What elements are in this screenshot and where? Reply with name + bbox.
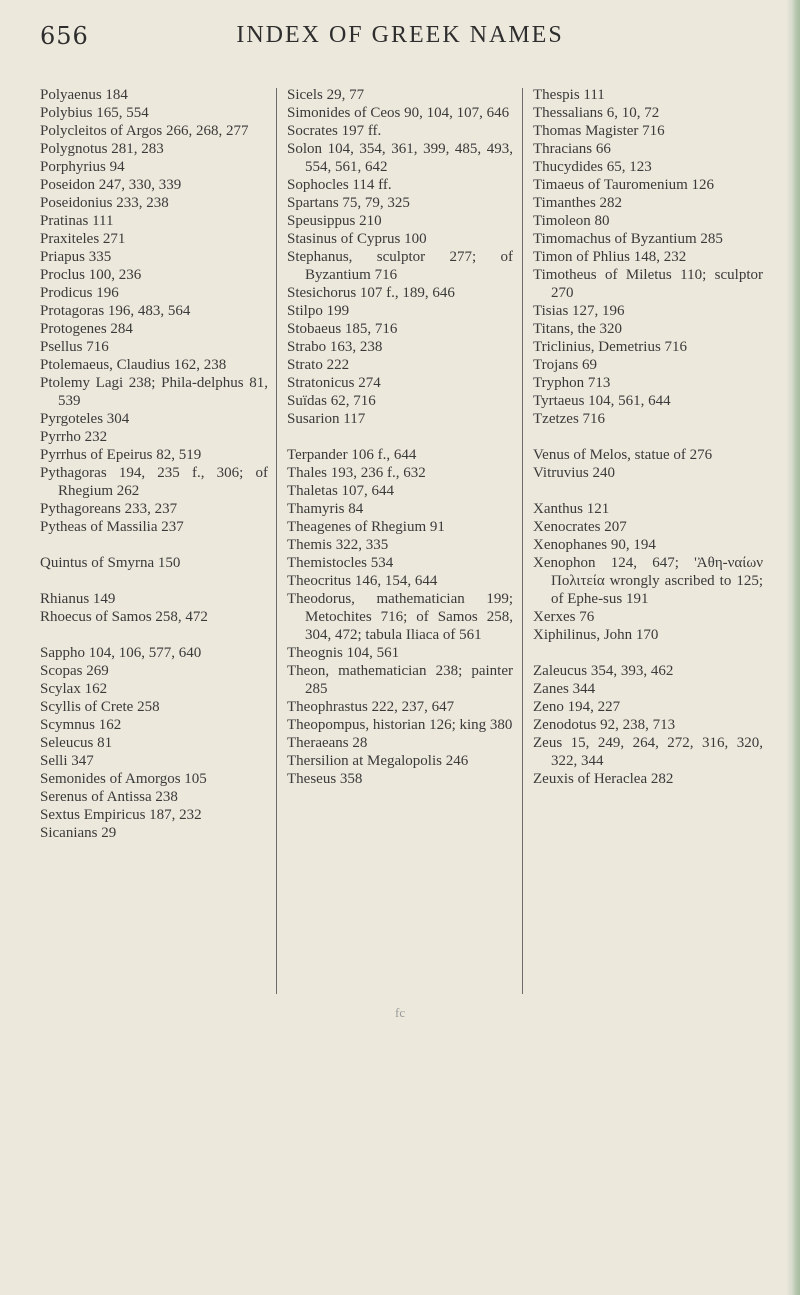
index-entry: Timanthes 282 [533,195,623,211]
index-entry: Trojans 69 [533,357,598,373]
index-entry: Xenocrates 207 [533,519,627,535]
index-entry: Suïdas 62, 716 [287,393,376,409]
section-gap [533,482,763,500]
index-entry: Sextus Empiricus 187, 232 [40,807,202,823]
index-entry: Venus of Melos, statue of 276 [533,447,713,463]
index-entry: Theon, mathematician 238; painter 285 [287,663,513,697]
index-entry: Pythagoras 194, 235 f., 306; of Rhegium 262 [40,465,268,499]
index-entry: Zeus 15, 249, 264, 272, 316, 320, 322, 344 [533,735,763,769]
index-entry: Stasinus of Cyprus 100 [287,231,427,247]
section-gap [287,428,513,446]
index-entry: Porphyrius 94 [40,159,125,175]
index-entry: Thucydides 65, 123 [533,159,652,175]
index-entry: Xenophanes 90, 194 [533,537,656,553]
index-entry: Pyrrho 232 [40,429,108,445]
index-entry: Theopompus, historian 126; king 380 [287,717,513,733]
page-number: 656 [40,22,89,50]
index-entry: Poseidonius 233, 238 [40,195,169,211]
index-entry: Zenodotus 92, 238, 713 [533,717,676,733]
index-entry: Polyaenus 184 [40,87,128,103]
index-entry: Tisias 127, 196 [533,303,625,319]
page-header [40,22,760,62]
index-entry: Ptolemaeus, Claudius 162, 238 [40,357,227,373]
index-entry: Semonides of Amorgos 105 [40,771,207,787]
index-entry: Quintus of Smyrna 150 [40,555,181,571]
index-entry: Rhoecus of Samos 258, 472 [40,609,208,625]
index-entry: Praxiteles 271 [40,231,126,247]
index-entry: Thales 193, 236 f., 632 [287,465,426,481]
index-entry: Solon 104, 354, 361, 399, 485, 493, 554, 561, 642 [287,141,513,175]
index-entry: Psellus 716 [40,339,109,355]
section-gap [40,536,268,554]
index-entry: Xanthus 121 [533,501,610,517]
index-entry: Tryphon 713 [533,375,611,391]
index-entry: Pyrgoteles 304 [40,411,130,427]
index-entry: Rhianus 149 [40,591,116,607]
footer-mark: fc [395,1005,406,1020]
index-entry: Xiphilinus, John 170 [533,627,659,643]
index-entry: Theseus 358 [287,771,363,787]
index-entry: Susarion 117 [287,411,366,427]
index-entry: Timaeus of Tauromenium 126 [533,177,715,193]
index-entry: Theodorus, mathematician 199; Metochites 716; of Samos 258, 304, 472; tabula Iliaca of 561 [287,591,513,643]
index-entry: Scymnus 162 [40,717,122,733]
index-entry: Theocritus 146, 154, 644 [287,573,438,589]
index-entry: Zanes 344 [533,681,596,697]
index-entry: Pytheas of Massilia 237 [40,519,184,535]
index-entry: Pratinas 111 [40,213,114,229]
index-entry: Zaleucus 354, 393, 462 [533,663,674,679]
index-entry: Spartans 75, 79, 325 [287,195,410,211]
index-entry: Tzetzes 716 [533,411,606,427]
column-rule [522,88,523,994]
index-entry: Sicels 29, 77 [287,87,365,103]
index-entry: Theognis 104, 561 [287,645,400,661]
index-entry: Stephanus, sculptor 277; of Byzantium 716 [287,249,513,283]
index-entry: Polygnotus 281, 283 [40,141,164,157]
index-entry: Tyrtaeus 104, 561, 644 [533,393,671,409]
section-gap [533,428,763,446]
index-entry: Strato 222 [287,357,350,373]
index-column-1 [40,86,268,842]
index-entry: Strabo 163, 238 [287,339,383,355]
index-entry: Scopas 269 [40,663,109,679]
index-entry: Prodicus 196 [40,285,119,301]
index-entry: Theagenes of Rhegium 91 [287,519,445,535]
index-entry: Priapus 335 [40,249,112,265]
index-entry: Timoleon 80 [533,213,610,229]
index-entry: Speusippus 210 [287,213,382,229]
index-entry: Sappho 104, 106, 577, 640 [40,645,202,661]
index-entry: Pythagoreans 233, 237 [40,501,178,517]
index-entry: Scylax 162 [40,681,108,697]
index-entry: Seleucus 81 [40,735,113,751]
index-entry: Pyrrhus of Epeirus 82, 519 [40,447,202,463]
running-title: INDEX OF GREEK NAMES [236,22,564,48]
index-entry: Thomas Magister 716 [533,123,665,139]
index-entry: Sicanians 29 [40,825,117,841]
index-entry: Zeno 194, 227 [533,699,621,715]
index-entry: Theraeans 28 [287,735,368,751]
index-entry: Thersilion at Megalopolis 246 [287,753,469,769]
index-entry: Thaletas 107, 644 [287,483,395,499]
index-entry: Socrates 197 ff. [287,123,382,139]
index-entry: Themis 322, 335 [287,537,389,553]
index-entry: Titans, the 320 [533,321,623,337]
index-entry: Poseidon 247, 330, 339 [40,177,182,193]
index-entry: Proclus 100, 236 [40,267,142,283]
index-entry: Stesichorus 107 f., 189, 646 [287,285,455,301]
page-edge [786,0,800,1295]
index-column-3 [533,86,763,788]
index-entry: Vitruvius 240 [533,465,616,481]
index-entry: Terpander 106 f., 644 [287,447,417,463]
index-entry: Triclinius, Demetrius 716 [533,339,688,355]
section-gap [40,626,268,644]
column-rule [276,88,277,994]
index-entry: Protogenes 284 [40,321,133,337]
index-entry: Serenus of Antissa 238 [40,789,178,805]
index-entry: Stilpo 199 [287,303,350,319]
index-entry: Simonides of Ceos 90, 104, 107, 646 [287,105,510,121]
index-entry: Themistocles 534 [287,555,394,571]
index-entry: Stobaeus 185, 716 [287,321,398,337]
index-entry: Timon of Phlius 148, 232 [533,249,687,265]
section-gap [40,572,268,590]
index-entry: Timotheus of Miletus 110; sculptor 270 [533,267,763,301]
index-entry: Scyllis of Crete 258 [40,699,160,715]
index-entry: Zeuxis of Heraclea 282 [533,771,674,787]
index-entry: Theophrastus 222, 237, 647 [287,699,455,715]
index-entry: Protagoras 196, 483, 564 [40,303,191,319]
index-entry: Thessalians 6, 10, 72 [533,105,660,121]
index-entry: Thamyris 84 [287,501,364,517]
index-entry: Stratonicus 274 [287,375,381,391]
index-column-2 [287,86,513,788]
index-entry: Polybius 165, 554 [40,105,149,121]
index-entry: Sophocles 114 ff. [287,177,392,193]
index-entry: Xerxes 76 [533,609,595,625]
index-entry: Xenophon 124, 647; 'Ἀθη-ναίων Πολιτεία wrongly ascribed to 125; of Ephe-sus 191 [533,555,763,607]
section-gap [533,644,763,662]
index-entry: Polycleitos of Argos 266, 268, 277 [40,123,249,139]
index-entry: Thracians 66 [533,141,611,157]
index-entry: Ptolemy Lagi 238; Phila-delphus 81, 539 [40,375,268,409]
index-entry: Timomachus of Byzantium 285 [533,231,723,247]
index-entry: Thespis 111 [533,87,605,103]
index-entry: Selli 347 [40,753,94,769]
